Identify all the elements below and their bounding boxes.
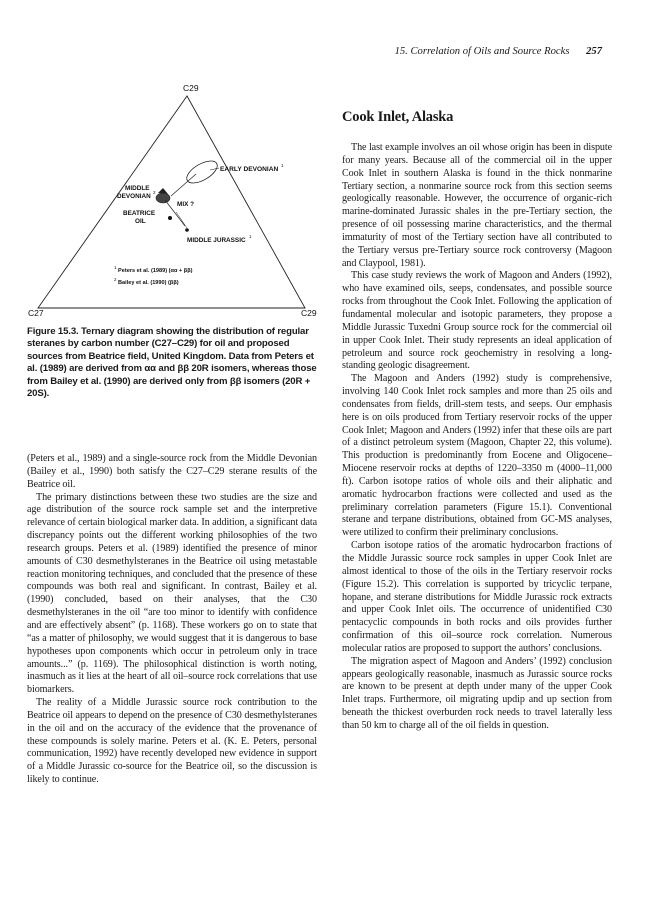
right-paragraph: The last example involves an oil whose origin has been in dispute for many years. Because all of the commercial oil in the upper Cook Inlet in southern Alaska is found in the thick nonmarine Tertiary section, a nonmarine source rock from this section seems geologically reasonable. However, the occurrence of organic-rich marine-dominated Jurassic shales in the pre-Tertiary section, the presence of oil possessing marine characteristics, and the thermal immaturity of most of the Tertiary section have all contributed to the Tertiary versus pre-Tertiary source rock controversy (Magoon and Claypool, 1981). <box>342 142 612 269</box>
ternary-diagram-figure <box>27 78 317 320</box>
early-devonian-sup: 1 <box>281 163 284 168</box>
running-head <box>395 46 602 57</box>
middle-devonian-sup: 2 <box>153 190 156 195</box>
beatrice-oil-label-2: OIL <box>135 218 146 225</box>
early-devonian-field <box>183 157 220 188</box>
beatrice-oil-point <box>168 216 172 220</box>
mixing-line-upper <box>171 174 196 196</box>
early-devonian-leader <box>210 168 219 170</box>
beatrice-oil-label-1: BEATRICE <box>123 210 156 217</box>
right-paragraph: The migration aspect of Magoon and Anders’ (1992) conclusion appears geologically reasonable, inasmuch as Jurassic source rocks are known to be present at depth under many of the upper Cook Inlet traps. Furthermore, oil migrating updip and up section from beneath the thickest overburden rock needs to travel laterally less than 50 km to charge all of the oil fields in question. <box>342 655 612 731</box>
mixing-line-inner <box>176 212 187 228</box>
left-paragraph: The reality of a Middle Jurassic source rock contribution to the Beatrice oil appears to depend on the presence of C30 desmethylsteranes in the oil and on the accuracy of the evidence that the provenance of these compounds is solely marine. Peters et al. (K. E. Peters, personal communication, 1992) have recently developed new evidence in support of a Middle Jurassic co-source for the Beatrice oil, so the discussion is likely to continue. <box>27 697 317 786</box>
right-paragraph: Carbon isotope ratios of the aromatic hydrocarbon fractions of the Middle Jurassic source rock samples in upper Cook Inlet are almost identical to those of the oils in the Tertiary reservoir rocks (Figure 15.2). This correlation is supported by tricyclic terpane, hopane, and sterane distributions for Middle Jurassic rock extracts and upper Cook Inlet oils. The occurrence of unidentified C30 pentacyclic compounds in both rocks and oils provides further confirmation of this oil–source rock correlation. Numerous molecular ratios are proposed to support the authors’ conclusions. <box>342 540 612 654</box>
middle-devonian-marker <box>158 188 168 194</box>
ternary-triangle <box>38 96 305 308</box>
vertex-right-label: C29 <box>301 308 317 318</box>
right-column <box>342 78 612 733</box>
ternary-diagram <box>27 78 317 320</box>
middle-devonian-label-1: MIDDLE <box>125 185 150 192</box>
left-paragraph: (Peters et al., 1989) and a single-source rock from the Middle Devonian (Bailey et al., 1990) both satisfy the C27–C29 sterane results of the Beatrice oil. <box>27 453 317 490</box>
legend-2: Bailey et al. (1990) (ββ) <box>118 280 179 286</box>
legend-1-sup: 1 <box>114 265 117 270</box>
running-title: 15. Correlation of Oils and Source Rocks <box>394 46 570 57</box>
legend-2-sup: 2 <box>114 277 117 282</box>
mix-label: MIX ? <box>177 201 195 208</box>
left-column-text <box>27 453 317 787</box>
middle-jurassic-sup: 1 <box>249 234 252 239</box>
middle-devonian-label-2: DEVONIAN <box>117 193 151 200</box>
legend-1: Peters et al. (1989) (αα + ββ) <box>118 268 193 274</box>
figure-caption: Figure 15.3. Ternary diagram showing the distribution of regular steranes by carbon number (C27–C29) for oil and proposed sources from Beatrice field, United Kingdom. Data from Peters et al. (1989) are derived from αα and ββ 20R isomers, whereas those from Bailey et al. (1990) are derived only from ββ isomers (20R + 20S). <box>27 326 317 400</box>
left-paragraph: The primary distinctions between these two studies are the size and age distribution of the source rock sample set and the interpretive relevance of certain biological marker data. In addition, a significant data discrepancy points out the different working philosophies of the two research groups. Peters et al. (1989) identified the presence of minor amounts of C30 desmethylsteranes in the Beatrice oil using metastable reaction monitoring techniques, and concluded that the presence of these compounds was both real and significant. In contrast, Bailey et al. (1990) concluded, based on their analyses, that the C30 desmethylsteranes in the oil “are too minor to identify with confidence and are effectively absent” (p. 1168). These workers go on to state that “as a matter of philosophy, we would suggest that it is dangerous to base hypotheses upon components which occur in petroleum only in trace amounts...” (p. 1169). The philosophical distinction is worth noting, inasmuch as it lies at the heart of all oil–source rock correlations that use biomarkers. <box>27 491 317 696</box>
middle-jurassic-point <box>185 228 189 232</box>
vertex-left-label: C27 <box>28 308 44 318</box>
section-heading: Cook Inlet, Alaska <box>342 109 454 125</box>
early-devonian-label: EARLY DEVONIAN <box>220 166 279 173</box>
vertex-top-label: C29 <box>183 83 199 93</box>
right-paragraph: This case study reviews the work of Magoon and Anders (1992), who have examined oils, seeps, condensates, and possible source rocks from throughout the Cook Inlet. Following the application of fundamental molecular and isotopic parameters, they propose a Middle Jurassic Tuxedni Group source rock for the commercial oil in upper Cook Inlet. Their study represents an ideal application of petroleum and source rock geochemistry in resolving a long-standing geologic disagreement. <box>342 270 612 372</box>
middle-jurassic-label: MIDDLE JURASSIC <box>187 237 246 244</box>
right-paragraph: The Magoon and Anders (1992) study is comprehensive, involving 140 Cook Inlet rock samples and more than 25 oils and condensates from fields, drill-stem tests, and seeps. Our emphasis here is on oils produced from Tertiary reservoir rocks of the upper Cook Inlet; Magoon and Anders (1992) infer that these oils are part of a distinct petroleum system (Magoon, Chapter 22, this volume). This production is predominantly from Eocene and Oligocene–Miocene reservoir rocks at depths of 1220–3350 m (4000–11,000 ft). Carbon isotope ratios of whole oils and their aliphatic and aromatic hydrocarbon fractions were collected and used as the preliminary correlation parameters (Figure 15.1). Conventional sterane and terpane distributions, obtained from GC-MS analyses, were utilized to confirm their preliminary conclusions. <box>342 373 612 539</box>
middle-devonian-field <box>156 193 170 203</box>
page-number: 257 <box>586 46 602 57</box>
left-column-top <box>27 78 317 400</box>
